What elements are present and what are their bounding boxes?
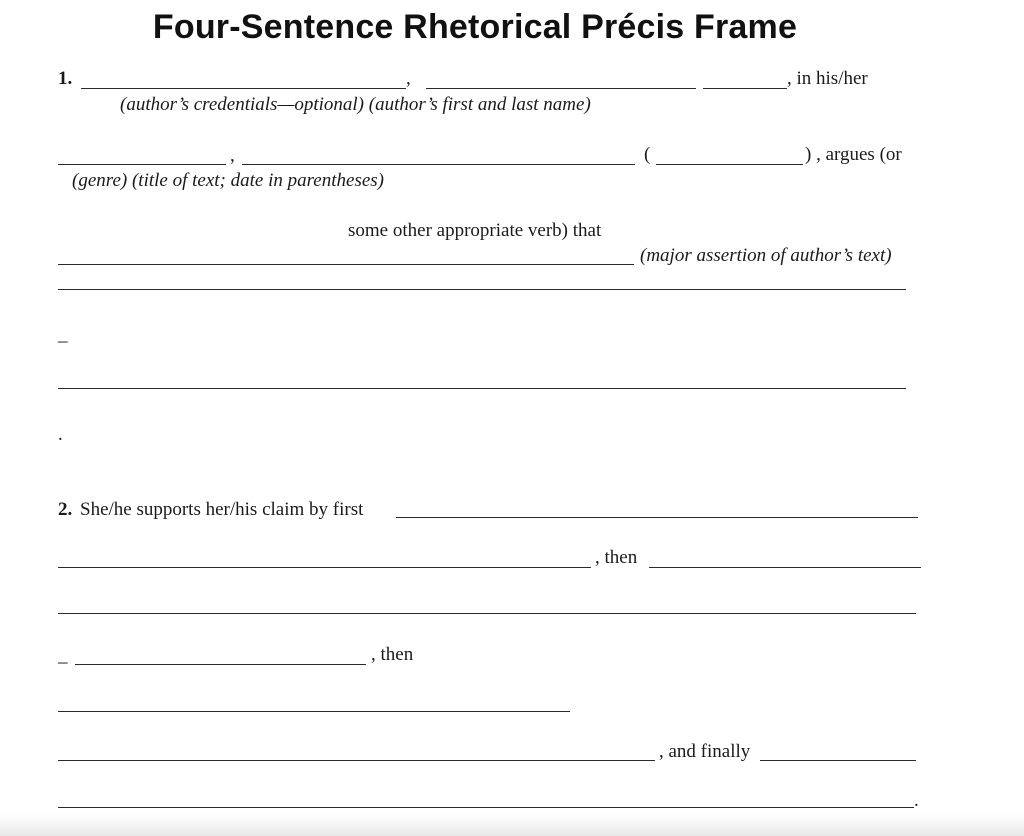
comma-text: , bbox=[406, 68, 411, 89]
author-first-name-blank[interactable] bbox=[426, 88, 696, 89]
period-mark: . bbox=[58, 424, 63, 445]
third-support-line-2[interactable] bbox=[58, 760, 655, 761]
assertion-line-3[interactable] bbox=[58, 388, 906, 389]
comma-text: , bbox=[230, 145, 235, 166]
author-last-name-blank[interactable] bbox=[703, 88, 787, 89]
date-blank[interactable] bbox=[656, 164, 803, 165]
then-text: , then bbox=[595, 547, 638, 568]
and-finally-text: , and finally bbox=[659, 741, 751, 762]
then-text: , then bbox=[371, 644, 414, 665]
second-support-line-3[interactable] bbox=[75, 664, 366, 665]
supports-text: She/he supports her/his claim by first bbox=[80, 499, 364, 520]
major-assertion-blank[interactable] bbox=[58, 264, 634, 265]
end-period: . bbox=[914, 790, 919, 811]
genre-blank[interactable] bbox=[58, 164, 226, 165]
dash-mark: _ bbox=[58, 645, 68, 666]
second-support-blank[interactable] bbox=[649, 567, 921, 568]
final-support-line-2[interactable] bbox=[58, 807, 914, 808]
assertion-line-2[interactable] bbox=[58, 289, 906, 290]
in-his-her-text: , in his/her bbox=[787, 68, 868, 89]
genre-caption: (genre) (title of text; date in parentheses) bbox=[72, 170, 384, 191]
author-credentials-blank[interactable] bbox=[81, 88, 406, 89]
argues-text: ) , argues (or bbox=[805, 144, 902, 165]
third-support-blank[interactable] bbox=[58, 711, 570, 712]
final-support-blank[interactable] bbox=[760, 760, 916, 761]
dash-mark: _ bbox=[58, 324, 68, 345]
title-of-text-blank[interactable] bbox=[242, 164, 635, 165]
verb-text: some other appropriate verb) that bbox=[348, 220, 602, 241]
credentials-caption: (author’s credentials—optional) (author’s first and last name) bbox=[120, 94, 591, 115]
section-1-number: 1. bbox=[58, 68, 73, 89]
first-support-line-2[interactable] bbox=[58, 567, 591, 568]
first-support-blank[interactable] bbox=[396, 517, 918, 518]
page-title: Four-Sentence Rhetorical Précis Frame bbox=[152, 8, 798, 46]
open-paren-text: ( bbox=[644, 144, 651, 165]
section-2-number: 2. bbox=[58, 499, 73, 520]
second-support-line-2[interactable] bbox=[58, 613, 916, 614]
page-bottom-shadow bbox=[0, 814, 1024, 836]
assertion-caption: (major assertion of author’s text) bbox=[640, 245, 892, 266]
